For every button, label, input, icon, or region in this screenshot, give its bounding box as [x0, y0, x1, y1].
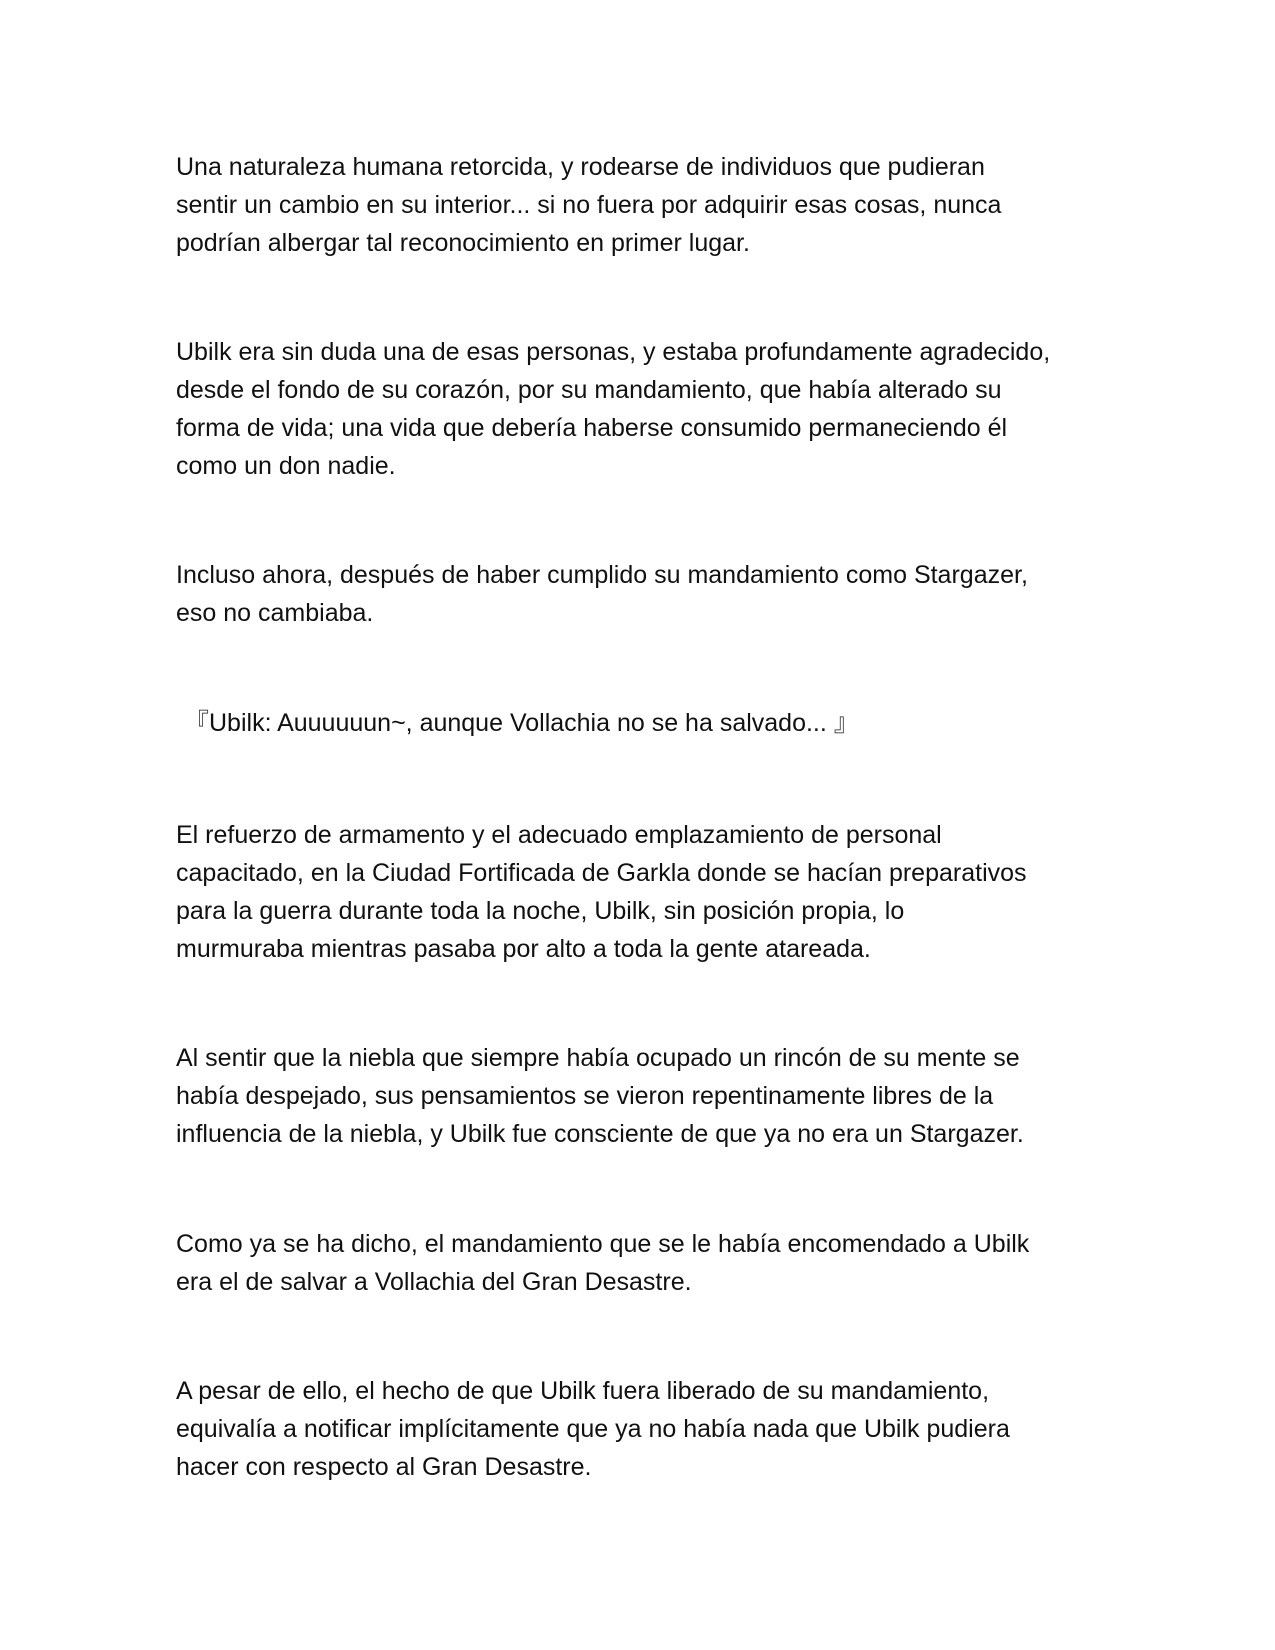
paragraph: Ubilk era sin duda una de esas personas, y estaba profundamente agradecido, desde el fondo de su corazón, por su mandamiento, que había alterado su forma de vida; una vida que debería haberse consumido permaneciendo él como un don nadie. — [176, 338, 1051, 480]
paragraph: Incluso ahora, después de haber cumplido su mandamiento como Stargazer, eso no cambiaba. — [176, 561, 1028, 627]
paragraph: El refuerzo de armamento y el adecuado emplazamiento de personal capacitado, en la Ciudad Fortificada de Garkla donde se hacían preparativos para la guerra durante toda la noche, Ubilk, sin posición propia, lo murmuraba mientras pasaba por alto a toda la gente atareada. — [176, 821, 1027, 963]
paragraph: Al sentir que la niebla que siempre había ocupado un rincón de su mente se había despejado, sus pensamientos se vieron repentinamente libres de la influencia de la niebla, y Ubilk fue consciente de que ya no era un Stargazer. — [176, 1044, 1024, 1148]
paragraph: Una naturaleza humana retorcida, y rodearse de individuos que pudieran sentir un cambio en su interior... si no fuera por adquirir esas cosas, nunca podrían albergar tal reconocimiento en primer lugar. — [176, 153, 1002, 257]
paragraph: A pesar de ello, el hecho de que Ubilk fuera liberado de su mandamiento, equivalía a notificar implícitamente que ya no había nada que Ubilk pudiera hacer con respecto al Gran Desastre. — [176, 1377, 1010, 1481]
paragraph: Como ya se ha dicho, el mandamiento que se le había encomendado a Ubilk era el de salvar a Vollachia del Gran Desastre. — [176, 1230, 1030, 1296]
dialogue-line: 『Ubilk: Auuuuuun~, aunque Vollachia no se ha salvado... 』 — [184, 709, 859, 737]
